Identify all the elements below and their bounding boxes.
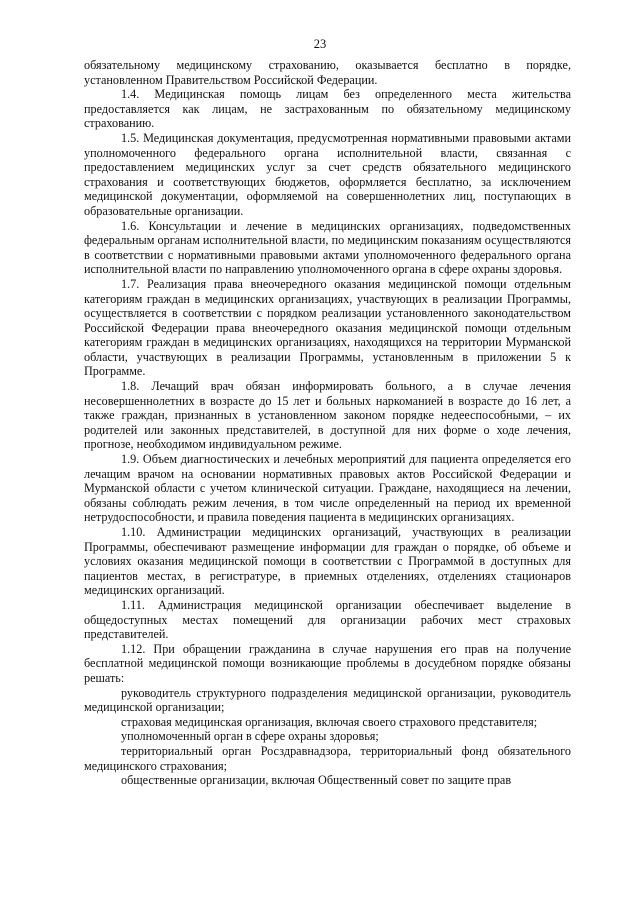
paragraph-1-8: 1.8. Лечащий врач обязан информировать больного, а в случае лечения несовершеннолетних в возрасте до 15 лет и больных наркоманией в возрасте до 16 лет, а также граждан, признанных в установленном законом порядке недееспособными, – их родителей или законных представителей, в доступной для них форме о ходе лечения, прогнозе, необходимом индивидуальном режиме. xyxy=(84,379,571,452)
paragraph-1-11: 1.11. Администрация медицинской организации обеспечивает выделение в общедоступных местах помещений для организации рабочих мест страховых представителей. xyxy=(84,597,571,642)
paragraph-1-5: 1.5. Медицинская документация, предусмотренная нормативными правовыми актами уполномоченного федерального органа исполнительной власти, связанная с предоставлением медицинских услуг за счет средств обязательного медицинского страхования и соответствующих бюджетов, оформляется бесплатно, за исключением медицинской документации, оформляемой на совершеннолетних лиц, поступающих в образовательные организации. xyxy=(84,130,571,218)
paragraph-1-9: 1.9. Объем диагностических и лечебных мероприятий для пациента определяется его лечащим врачом на основании нормативных правовых актов Российской Федерации и Мурманской области с учетом клинической ситуации. Граждане, находящиеся на лечении, обязаны соблюдать режим лечения, в том числе определенный на период их временной нетрудоспособности, и правила поведения пациента в медицинских организациях. xyxy=(84,452,571,525)
list-item-public-organizations: общественные организации, включая Общественный совет по защите прав xyxy=(121,773,512,788)
paragraph-1-7: 1.7. Реализация права внеочередного оказания медицинской помощи отдельным категориям граждан в медицинских организациях, участвующих в реализации Программы, осуществляется в соответствии с порядком реализации установленного законодательством Российской Федерации права внеочередного оказания медицинской помощи отдельным категориям граждан в медицинских организациях, находящихся на территории Мурманской области, участвующих в реализации Программы, установленным в приложении 5 к Программе. xyxy=(84,276,571,379)
list-item-insurance-organization: страховая медицинская организация, включая своего страхового представителя; xyxy=(121,714,538,729)
list-item-health-authority: уполномоченный орган в сфере охраны здоровья; xyxy=(121,729,379,744)
paragraph-1-4: 1.4. Медицинская помощь лицам без определенного места жительства предоставляется как лицам, не застрахованным по обязательному медицинскому страхованию. xyxy=(84,87,571,131)
list-item-department-head: руководитель структурного подразделения медицинской организации, руководитель медицинской организации; xyxy=(84,685,571,715)
document-body xyxy=(84,58,571,788)
paragraph-1-12: 1.12. При обращении гражданина в случае нарушения его прав на получение бесплатной медицинской помощи возникающие проблемы в досудебном порядке обязаны решать: xyxy=(84,641,571,685)
page-number: 23 xyxy=(313,37,327,51)
list-item-roszdravnadzor: территориальный орган Росздравнадзора, территориальный фонд обязательного медицинского страхования; xyxy=(84,743,571,773)
paragraph-1-10: 1.10. Администрации медицинских организаций, участвующих в реализации Программы, обеспечивают размещение информации для граждан о порядке, об объеме и условиях оказания медицинской помощи в соответствии с Программой в доступных для пациентов местах, в регистратуре, в приемных отделениях, отделениях стационаров медицинских организаций. xyxy=(84,525,571,598)
paragraph-1-6: 1.6. Консультации и лечение в медицинских организациях, подведомственных федеральным органам исполнительной власти, по медицинским показаниям осуществляются в соответствии с нормативными правовыми актами уполномоченного федерального органа исполнительной власти по направлению уполномоченного органа в сфере охраны здоровья. xyxy=(84,218,571,277)
paragraph-continuation: обязательному медицинскому страхованию, оказывается бесплатно в порядке, установленном Правительством Российской Федерации. xyxy=(84,58,571,87)
